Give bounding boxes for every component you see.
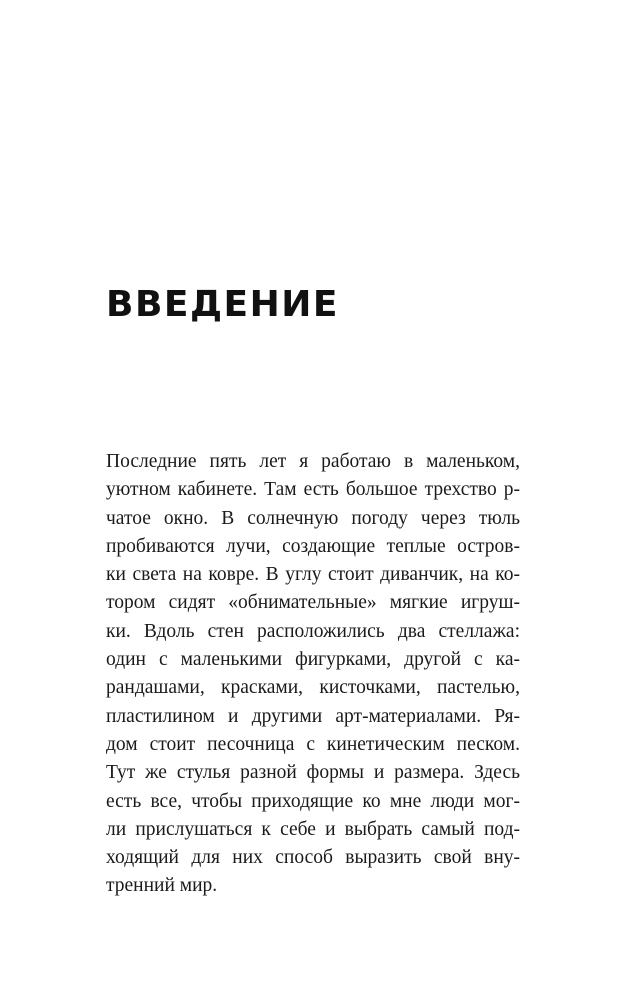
chapter-title: ВВЕДЕНИЕ: [106, 284, 339, 325]
text-line: тором сидят «обнимательные» мягкие игруш-: [106, 592, 520, 614]
text-line: есть все, чтобы приходящие ко мне люди мог-: [106, 790, 520, 812]
text-line: ли прислушаться к себе и выбрать самый под-: [106, 818, 520, 840]
text-line: тренний мир.: [106, 875, 218, 897]
body-paragraph: [106, 448, 520, 901]
text-line: один с маленькими фигурками, другой с ка-: [106, 649, 520, 671]
text-line: ки. Вдоль стен расположились два стеллажа:: [106, 620, 520, 642]
text-line: ходящий для них способ выразить свой вну-: [106, 847, 520, 869]
text-line: уютном кабинете. Там есть большое трехство р-: [106, 479, 520, 501]
text-line: пробиваются лучи, создающие теплые остров-: [106, 535, 520, 557]
text-line: чатое окно. В солнечную погоду через тюль: [106, 507, 520, 529]
text-line: рандашами, красками, кисточками, пастелью,: [106, 677, 520, 699]
text-line: Последние пять лет я работаю в маленьком,: [106, 451, 520, 472]
text-line: ки света на ковре. В углу стоит диванчик, на ко-: [106, 564, 520, 586]
text-line: дом стоит песочница с кинетическим песком.: [106, 733, 520, 755]
text-line: пластилином и другими арт-материалами. Ря-: [106, 705, 520, 727]
text-line: Тут же стулья разной формы и размера. Здесь: [106, 762, 520, 784]
